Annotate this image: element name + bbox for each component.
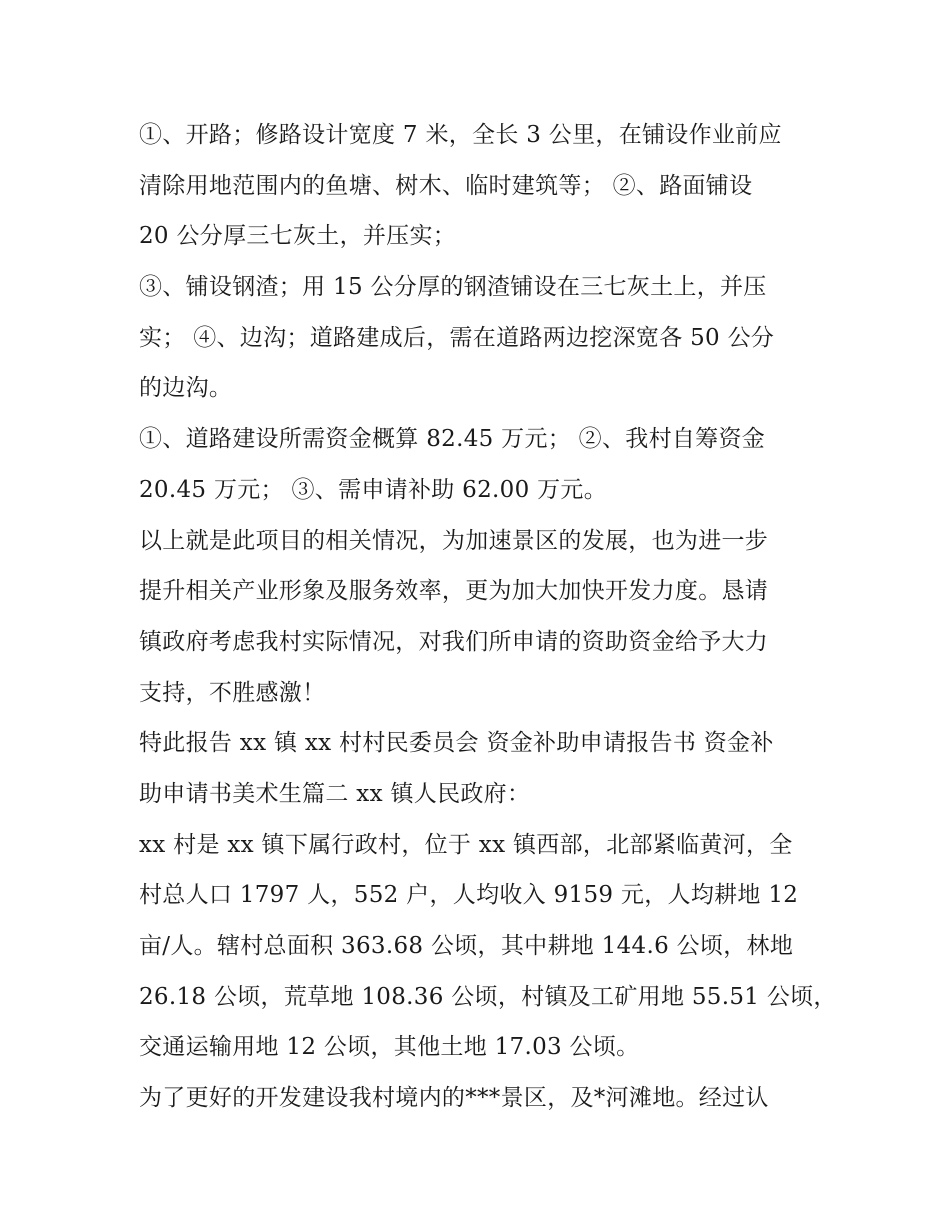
text-line-10: 提升相关产业形象及服务效率，更为加大加快开发力度。恳请 — [139, 578, 769, 605]
text-line-17: 亩/人。辖村总面积 363.68 公顷，其中耕地 144.6 公顷，林地 — [139, 933, 794, 959]
text-line-14: 助申请书美术生篇二 xx 镇人民政府： — [139, 780, 531, 807]
text-line-2: 清除用地范围内的鱼塘、树木、临时建筑等； ②、路面铺设 — [139, 172, 753, 199]
text-line-9: 以上就是此项目的相关情况，为加速景区的发展，也为进一步 — [139, 527, 769, 554]
text-line-8: 20.45 万元； ③、需申请补助 62.00 万元。 — [139, 476, 608, 503]
text-line-20: 为了更好的开发建设我村境内的***景区，及*河滩地。经过认 — [139, 1085, 769, 1112]
text-line-13: 特此报告 xx 镇 xx 村村民委员会 资金补助申请报告书 资金补 — [139, 730, 774, 757]
text-line-15: xx 村是 xx 镇下属行政村，位于 xx 镇西部，北部紧临黄河，全 — [139, 831, 793, 858]
text-line-4: ③、铺设钢渣；用 15 公分厚的钢渣铺设在三七灰土上，并压 — [139, 274, 767, 301]
document-body — [139, 110, 837, 1124]
text-line-6: 的边沟。 — [139, 375, 233, 402]
text-line-3: 20 公分厚三七灰土，并压实； — [139, 223, 457, 250]
text-line-16: 村总人口 1797 人，552 户，人均收入 9159 元，人均耕地 12 — [139, 882, 799, 909]
text-line-12: 支持，不胜感激！ — [139, 679, 326, 706]
text-line-1: ①、开路；修路设计宽度 7 米，全长 3 公里，在铺设作业前应 — [139, 122, 782, 148]
text-line-11: 镇政府考虑我村实际情况，对我们所申请的资助资金给予大力 — [139, 628, 769, 655]
text-line-5: 实； ④、边沟；道路建成后，需在道路两边挖深宽各 50 公分 — [139, 324, 775, 351]
text-line-18: 26.18 公顷，荒草地 108.36 公顷，村镇及工矿用地 55.51 公顷， — [139, 983, 837, 1010]
text-line-19: 交通运输用地 12 公顷，其他土地 17.03 公顷。 — [139, 1034, 640, 1061]
text-line-7: ①、道路建设所需资金概算 82.45 万元； ②、我村自筹资金 — [139, 426, 766, 453]
